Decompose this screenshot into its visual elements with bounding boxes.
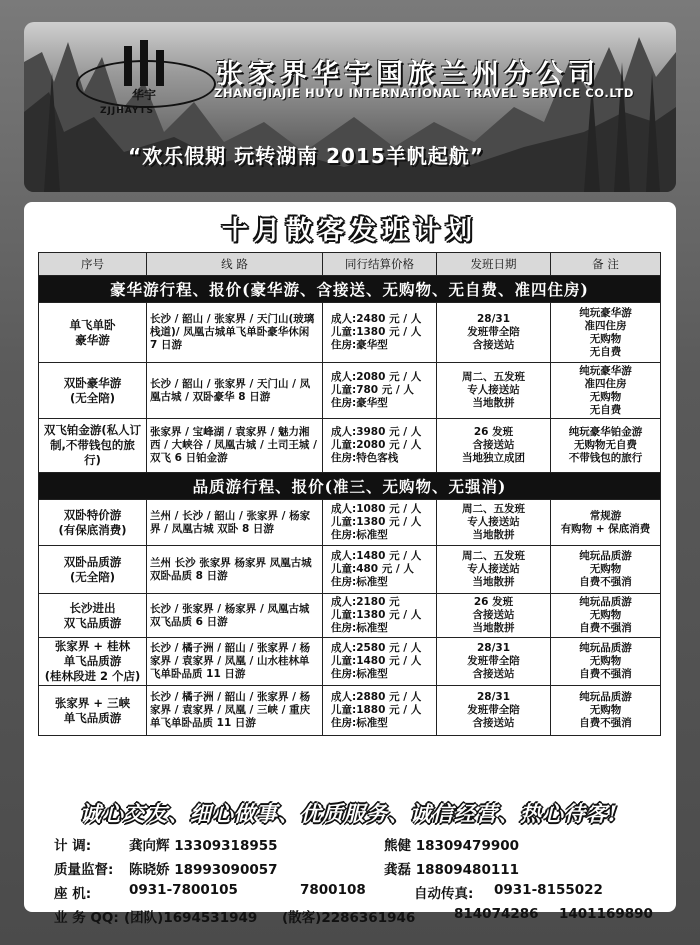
col-header-price: 同行结算价格 (323, 253, 437, 276)
table-row (39, 500, 661, 546)
route-cell: 长沙 / 张家界 / 杨家界 / 凤凰古城 双飞品质 6 日游 (147, 594, 323, 638)
route-cell: 长沙 / 韶山 / 张家界 / 天门山 / 凤凰古城 / 双卧豪华 8 日游 (147, 363, 323, 419)
price-cell: 成人:2080 元 / 人 儿童:780 元 / 人 住房:豪华型 (323, 363, 437, 419)
tour-name-cell: 双卧豪华游 (无全陪) (39, 363, 147, 419)
note-cell: 纯玩品质游 无购物 自费不强消 (551, 638, 661, 686)
phone-label: 座 机: (54, 886, 92, 902)
slogan: “欢乐假期 玩转湖南 2015羊帆起航” (128, 144, 484, 168)
tour-name-cell: 长沙进出 双飞品质游 (39, 594, 147, 638)
departure-date-cell: 周二、五发班 专人接送站 当地散拼 (437, 546, 551, 594)
note-cell: 纯玩品质游 无购物 自费不强消 (551, 594, 661, 638)
note-cell: 常规游 有购物 + 保底消费 (551, 500, 661, 546)
section-title: 品质游行程、报价(准三、无购物、无强消) (39, 473, 661, 500)
tour-name-cell: 双卧特价游 (有保底消费) (39, 500, 147, 546)
table-header-row (39, 253, 661, 276)
qq-3: 814074286 (454, 906, 539, 922)
qc-contact-2: 龚磊 18809480111 (384, 862, 520, 878)
note-cell: 纯玩豪华游 准四住房 无购物 无自费 (551, 363, 661, 419)
phone-number-1: 0931-7800105 (129, 882, 238, 898)
price-cell: 成人:2580 元 / 人 儿童:1480 元 / 人 住房:标准型 (323, 638, 437, 686)
tour-name-cell: 张家界 + 桂林 单飞品质游 (桂林段进 2 个店) (39, 638, 147, 686)
table-row (39, 303, 661, 363)
table-row (39, 363, 661, 419)
route-cell: 张家界 / 宝峰湖 / 袁家界 / 魅力湘西 / 大峡谷 / 凤凰古城 / 土司王城 / 双飞 6 日铂金游 (147, 419, 323, 473)
route-cell: 兰州 / 长沙 / 韶山 / 张家界 / 杨家界 / 凤凰古城 双卧 8 日游 (147, 500, 323, 546)
col-header-date: 发班日期 (437, 253, 551, 276)
qq-group: (团队)1694531949 (124, 910, 258, 926)
schedule-panel (24, 202, 676, 926)
company-logo (76, 40, 216, 122)
route-cell: 长沙 / 橘子洲 / 韶山 / 张家界 / 杨家界 / 袁家界 / 凤凰 / 山水桂林单飞单卧品质 11 日游 (147, 638, 323, 686)
departure-date-cell: 28/31 发班带全陪 含接送站 (437, 303, 551, 363)
departure-date-cell: 28/31 发班带全陪 含接送站 (437, 686, 551, 736)
table-body (39, 276, 661, 736)
departure-date-cell: 周二、五发班 专人接送站 当地散拼 (437, 363, 551, 419)
note-cell: 纯玩品质游 无购物 自费不强消 (551, 686, 661, 736)
col-header-no: 序号 (39, 253, 147, 276)
dispatch-contact-2: 熊健 18309479900 (384, 838, 520, 854)
departure-date-cell: 26 发班 含接送站 当地独立成团 (437, 419, 551, 473)
tour-name-cell: 双飞铂金游(私人订制,不带钱包的旅行) (39, 419, 147, 473)
table-row (39, 594, 661, 638)
tour-name-cell: 单飞单卧 豪华游 (39, 303, 147, 363)
qq-individual: (散客)2286361946 (282, 910, 416, 926)
price-cell: 成人:2880 元 / 人 儿童:1880 元 / 人 住房:标准型 (323, 686, 437, 736)
qc-contact-1: 陈晓娇 18993090057 (129, 862, 278, 878)
price-cell: 成人:3980 元 / 人 儿童:2080 元 / 人 住房:特色客栈 (323, 419, 437, 473)
section-title: 豪华游行程、报价(豪华游、含接送、无购物、无自费、准四住房) (39, 276, 661, 303)
note-cell: 纯玩豪华游 准四住房 无购物 无自费 (551, 303, 661, 363)
page-title: 十月散客发班计划 (221, 216, 478, 246)
departure-date-cell: 26 发班 含接送站 当地散拼 (437, 594, 551, 638)
price-cell: 成人:2480 元 / 人 儿童:1380 元 / 人 住房:豪华型 (323, 303, 437, 363)
col-header-route: 线 路 (147, 253, 323, 276)
price-cell: 成人:1480 元 / 人 儿童:480 元 / 人 住房:标准型 (323, 546, 437, 594)
note-cell: 纯玩品质游 无购物 自费不强消 (551, 546, 661, 594)
table-row (39, 546, 661, 594)
route-cell: 长沙 / 韶山 / 张家界 / 天门山(玻璃栈道)/ 凤凰古城单飞单卧豪华休闲 7 日游 (147, 303, 323, 363)
price-cell: 成人:2180 元 儿童:1380 元 / 人 住房:标准型 (323, 594, 437, 638)
dispatch-label: 计 调: (54, 838, 92, 854)
company-name-en: ZHANGJIAJIE HUYU INTERNATIONAL TRAVEL SERVICE CO.LTD (214, 86, 635, 100)
dispatch-contact-1: 龚向辉 13309318955 (129, 838, 278, 854)
table-row (39, 419, 661, 473)
logo-text: 华宇 (132, 88, 157, 102)
fax-label: 自动传真: (414, 886, 474, 902)
qq-4: 1401169890 (559, 906, 653, 922)
tour-name-cell: 张家界 + 三峡 单飞品质游 (39, 686, 147, 736)
company-name-cn: 张家界华宇国旅兰州分公司 (216, 59, 600, 90)
section-header-row (39, 276, 661, 303)
departure-date-cell: 周二、五发班 专人接送站 当地散拼 (437, 500, 551, 546)
table-row (39, 638, 661, 686)
route-cell: 兰州 长沙 张家界 杨家界 凤凰古城 双卧品质 8 日游 (147, 546, 323, 594)
logo-subtext: ZJJHAYTS (100, 106, 154, 116)
section-header-row (39, 473, 661, 500)
col-header-note: 备 注 (551, 253, 661, 276)
schedule-table (38, 252, 661, 736)
header-banner (24, 22, 676, 192)
price-cell: 成人:1080 元 / 人 儿童:1380 元 / 人 住房:标准型 (323, 500, 437, 546)
service-motto: 诚心交友、细心做事、优质服务、诚信经营、热心待客! (79, 801, 619, 826)
qq-label: 业 务 QQ: (54, 910, 119, 926)
qc-label: 质量监督: (54, 862, 114, 878)
fax-number: 0931-8155022 (494, 882, 603, 898)
phone-number-2: 7800108 (300, 882, 366, 898)
note-cell: 纯玩豪华铂金游 无购物无自费 不带钱包的旅行 (551, 419, 661, 473)
departure-date-cell: 28/31 发班带全陪 含接送站 (437, 638, 551, 686)
table-row (39, 686, 661, 736)
route-cell: 长沙 / 橘子洲 / 韶山 / 张家界 / 杨家界 / 袁家界 / 凤凰 / 三峡 / 重庆单飞单卧品质 11 日游 (147, 686, 323, 736)
tour-name-cell: 双卧品质游 (无全陪) (39, 546, 147, 594)
